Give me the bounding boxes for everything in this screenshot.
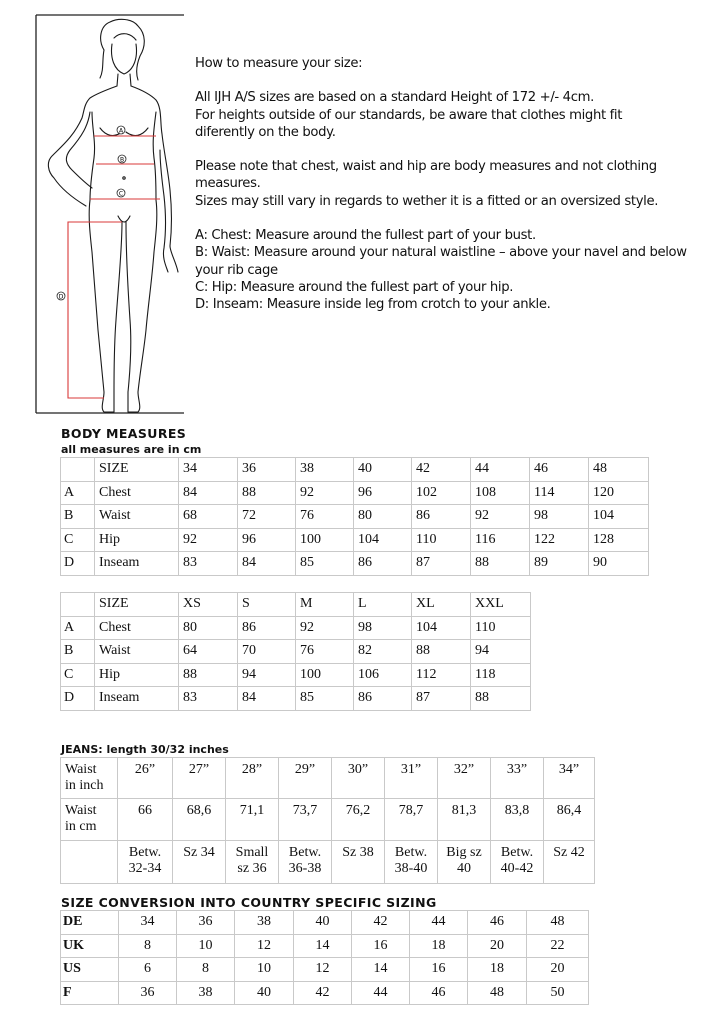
table-row xyxy=(61,481,649,505)
table-cell: 116 xyxy=(471,528,530,552)
row-label: Inseam xyxy=(95,552,179,576)
table-cell: 102 xyxy=(412,481,471,505)
table-cell: 87 xyxy=(412,687,471,711)
row-letter: C xyxy=(61,663,95,687)
table-cell: 68,6 xyxy=(173,799,226,841)
table-cell: 22 xyxy=(527,934,589,958)
table-cell: 128 xyxy=(589,528,649,552)
row-label: Waist xyxy=(95,505,179,529)
table-cell: 84 xyxy=(238,687,296,711)
table-cell: Betw. 40-42 xyxy=(491,841,544,884)
table-cell: 83 xyxy=(179,687,238,711)
body-measures-table-numeric xyxy=(60,457,649,576)
table-cell: 122 xyxy=(530,528,589,552)
table-cell: 104 xyxy=(589,505,649,529)
table-cell: 96 xyxy=(354,481,412,505)
table-row xyxy=(61,528,649,552)
table-cell: 118 xyxy=(471,663,531,687)
header-cell: S xyxy=(238,593,296,617)
table-cell: 8 xyxy=(177,958,235,982)
jeans-row-size xyxy=(61,841,595,884)
table-cell: 32” xyxy=(438,758,491,799)
table-cell: 66 xyxy=(118,799,173,841)
row-letter: C xyxy=(61,528,95,552)
table-cell: 92 xyxy=(471,505,530,529)
header-cell: 48 xyxy=(589,458,649,482)
row-label: Chest xyxy=(95,481,179,505)
conversion-row xyxy=(61,934,589,958)
header-cell: 42 xyxy=(412,458,471,482)
table-cell: 70 xyxy=(238,640,296,664)
marker-c xyxy=(117,189,125,198)
table-cell: 98 xyxy=(530,505,589,529)
table-cell: 108 xyxy=(471,481,530,505)
table-cell: 10 xyxy=(235,958,294,982)
table-cell: 94 xyxy=(471,640,531,664)
table-cell: 88 xyxy=(471,552,530,576)
table-cell: 86,4 xyxy=(544,799,595,841)
header-cell: 38 xyxy=(296,458,354,482)
header-cell xyxy=(61,593,95,617)
table-cell: 100 xyxy=(296,528,354,552)
table-cell: 34 xyxy=(119,911,177,935)
table-cell: 33” xyxy=(491,758,544,799)
table-cell: 104 xyxy=(412,616,471,640)
body-measures-heading: BODY MEASURES xyxy=(61,426,187,441)
row-letter: B xyxy=(61,505,95,529)
row-letter: D xyxy=(61,687,95,711)
row-letter: D xyxy=(61,552,95,576)
table-cell: 88 xyxy=(471,687,531,711)
row-label: Waist in cm xyxy=(61,799,118,841)
table-cell: 89 xyxy=(530,552,589,576)
table-cell: 100 xyxy=(296,663,354,687)
table-cell: 83,8 xyxy=(491,799,544,841)
row-label: Hip xyxy=(95,528,179,552)
table-cell: 40 xyxy=(294,911,352,935)
country-label: UK xyxy=(61,934,119,958)
row-label: Hip xyxy=(95,663,179,687)
table-cell: 18 xyxy=(410,934,468,958)
header-cell: XL xyxy=(412,593,471,617)
size-conversion-table xyxy=(60,910,589,1005)
table-cell: 16 xyxy=(410,958,468,982)
table-cell: 86 xyxy=(354,687,412,711)
table-cell: 71,1 xyxy=(226,799,279,841)
jeans-heading: JEANS: length 30/32 inches xyxy=(61,743,229,756)
header-cell: XS xyxy=(179,593,238,617)
body-measures-table-letter xyxy=(60,592,531,711)
header-cell: XXL xyxy=(471,593,531,617)
table-row xyxy=(61,687,531,711)
table-cell: 94 xyxy=(238,663,296,687)
country-label: US xyxy=(61,958,119,982)
body-measures-subheading: all measures are in cm xyxy=(61,443,202,456)
standard-height-note: All IJH A/S sizes are based on a standard Height of 172 +/- 4cm. For heights outside of our standards, be aware that clothes might fit diferently on the body. xyxy=(195,90,623,140)
row-label: Chest xyxy=(95,616,179,640)
conversion-row xyxy=(61,981,589,1005)
table-cell: 76 xyxy=(296,640,354,664)
table-cell: 84 xyxy=(179,481,238,505)
table-cell: 42 xyxy=(294,981,352,1005)
table-cell: 27” xyxy=(173,758,226,799)
svg-text:B: B xyxy=(119,156,125,164)
table-cell: 50 xyxy=(527,981,589,1005)
table-cell: 80 xyxy=(179,616,238,640)
table-cell: 83 xyxy=(179,552,238,576)
table-cell: 98 xyxy=(354,616,412,640)
table-cell: 12 xyxy=(294,958,352,982)
table-cell: 42 xyxy=(352,911,410,935)
header-cell: 34 xyxy=(179,458,238,482)
row-letter: A xyxy=(61,616,95,640)
table-cell: 88 xyxy=(412,640,471,664)
table-cell: 40 xyxy=(235,981,294,1005)
header-cell xyxy=(61,458,95,482)
table-cell: 96 xyxy=(238,528,296,552)
table-cell: 106 xyxy=(354,663,412,687)
table-cell: 14 xyxy=(294,934,352,958)
body-measure-note: Please note that chest, waist and hip are body measures and not clothing measures. Sizes may still vary in regards to wether it is a fitted or an oversized style. xyxy=(195,159,659,209)
table-cell: 73,7 xyxy=(279,799,332,841)
header-cell: 40 xyxy=(354,458,412,482)
table-cell: 82 xyxy=(354,640,412,664)
table-cell: 16 xyxy=(352,934,410,958)
table-cell: Betw. 36-38 xyxy=(279,841,332,884)
table-row xyxy=(61,640,531,664)
table-cell: Sz 38 xyxy=(332,841,385,884)
table-cell: 92 xyxy=(179,528,238,552)
header-cell: M xyxy=(296,593,354,617)
table-cell: 110 xyxy=(471,616,531,640)
table-cell: 90 xyxy=(589,552,649,576)
row-letter: B xyxy=(61,640,95,664)
table-cell: 81,3 xyxy=(438,799,491,841)
table-cell: 92 xyxy=(296,481,354,505)
table-cell: 36 xyxy=(119,981,177,1005)
table-cell: 6 xyxy=(119,958,177,982)
table-cell: Small sz 36 xyxy=(226,841,279,884)
table-row xyxy=(61,663,531,687)
table-cell: 18 xyxy=(468,958,527,982)
row-label: Waist xyxy=(95,640,179,664)
table-cell: 48 xyxy=(527,911,589,935)
table-cell: 78,7 xyxy=(385,799,438,841)
measurement-definitions: A: Chest: Measure around the fullest part of your bust. B: Waist: Measure around your natural waistline – above your navel and below your rib cage C: Hip: Measure around the fullest part of your hip. D: Inseam: Measure inside leg from crotch to your ankle. xyxy=(195,228,687,313)
header-cell: 44 xyxy=(471,458,530,482)
header-cell: 46 xyxy=(530,458,589,482)
table-cell: 72 xyxy=(238,505,296,529)
header-cell: SIZE xyxy=(95,593,179,617)
jeans-size-table xyxy=(60,757,595,884)
measuring-instructions xyxy=(195,55,720,314)
table-cell: 8 xyxy=(119,934,177,958)
table-cell: 44 xyxy=(410,911,468,935)
instructions-title: How to measure your size: xyxy=(195,56,363,71)
table-cell: 20 xyxy=(468,934,527,958)
row-letter: A xyxy=(61,481,95,505)
figure-frame xyxy=(36,15,184,413)
marker-d xyxy=(57,292,65,301)
table-cell: 110 xyxy=(412,528,471,552)
row-label: Waist in inch xyxy=(61,758,118,799)
table-cell: 88 xyxy=(238,481,296,505)
table-cell: 36 xyxy=(177,911,235,935)
table-cell: 30” xyxy=(332,758,385,799)
table-cell: 80 xyxy=(354,505,412,529)
table-cell: 46 xyxy=(410,981,468,1005)
table-cell: 76,2 xyxy=(332,799,385,841)
table-row xyxy=(61,616,531,640)
table-cell: 85 xyxy=(296,552,354,576)
table-cell: 31” xyxy=(385,758,438,799)
country-label: F xyxy=(61,981,119,1005)
table-cell: Betw. 32-34 xyxy=(118,841,173,884)
body-measurement-figure xyxy=(0,0,200,420)
header-cell: L xyxy=(354,593,412,617)
table-cell: 38 xyxy=(235,911,294,935)
table-header-row xyxy=(61,593,531,617)
table-cell: 29” xyxy=(279,758,332,799)
table-cell: Sz 42 xyxy=(544,841,595,884)
header-cell: 36 xyxy=(238,458,296,482)
jeans-row-inch xyxy=(61,758,595,799)
table-cell: 86 xyxy=(354,552,412,576)
table-cell: 44 xyxy=(352,981,410,1005)
table-cell: 104 xyxy=(354,528,412,552)
table-header-row xyxy=(61,458,649,482)
table-cell: Big sz 40 xyxy=(438,841,491,884)
table-cell: 84 xyxy=(238,552,296,576)
table-cell: 14 xyxy=(352,958,410,982)
table-cell: 120 xyxy=(589,481,649,505)
table-cell: 38 xyxy=(177,981,235,1005)
marker-b xyxy=(118,155,126,164)
table-cell: 28” xyxy=(226,758,279,799)
table-cell: Sz 34 xyxy=(173,841,226,884)
table-cell: 34” xyxy=(544,758,595,799)
table-cell: 86 xyxy=(238,616,296,640)
table-cell: 10 xyxy=(177,934,235,958)
table-cell: 12 xyxy=(235,934,294,958)
table-cell: Betw. 38-40 xyxy=(385,841,438,884)
conversion-row xyxy=(61,911,589,935)
jeans-row-cm xyxy=(61,799,595,841)
table-cell: 112 xyxy=(412,663,471,687)
table-cell: 87 xyxy=(412,552,471,576)
marker-a xyxy=(117,126,125,135)
svg-text:C: C xyxy=(118,190,124,198)
conversion-row xyxy=(61,958,589,982)
table-cell: 46 xyxy=(468,911,527,935)
table-row xyxy=(61,552,649,576)
table-cell: 85 xyxy=(296,687,354,711)
table-cell: 64 xyxy=(179,640,238,664)
table-cell: 26” xyxy=(118,758,173,799)
table-cell: 68 xyxy=(179,505,238,529)
row-label xyxy=(61,841,118,884)
table-cell: 92 xyxy=(296,616,354,640)
svg-text:D: D xyxy=(58,293,64,301)
table-cell: 20 xyxy=(527,958,589,982)
svg-text:A: A xyxy=(118,127,124,135)
header-cell: SIZE xyxy=(95,458,179,482)
size-conversion-heading: SIZE CONVERSION INTO COUNTRY SPECIFIC SIZING xyxy=(61,895,437,910)
table-cell: 86 xyxy=(412,505,471,529)
table-cell: 88 xyxy=(179,663,238,687)
table-cell: 76 xyxy=(296,505,354,529)
row-label: Inseam xyxy=(95,687,179,711)
table-cell: 48 xyxy=(468,981,527,1005)
country-label: DE xyxy=(61,911,119,935)
table-row xyxy=(61,505,649,529)
table-cell: 114 xyxy=(530,481,589,505)
